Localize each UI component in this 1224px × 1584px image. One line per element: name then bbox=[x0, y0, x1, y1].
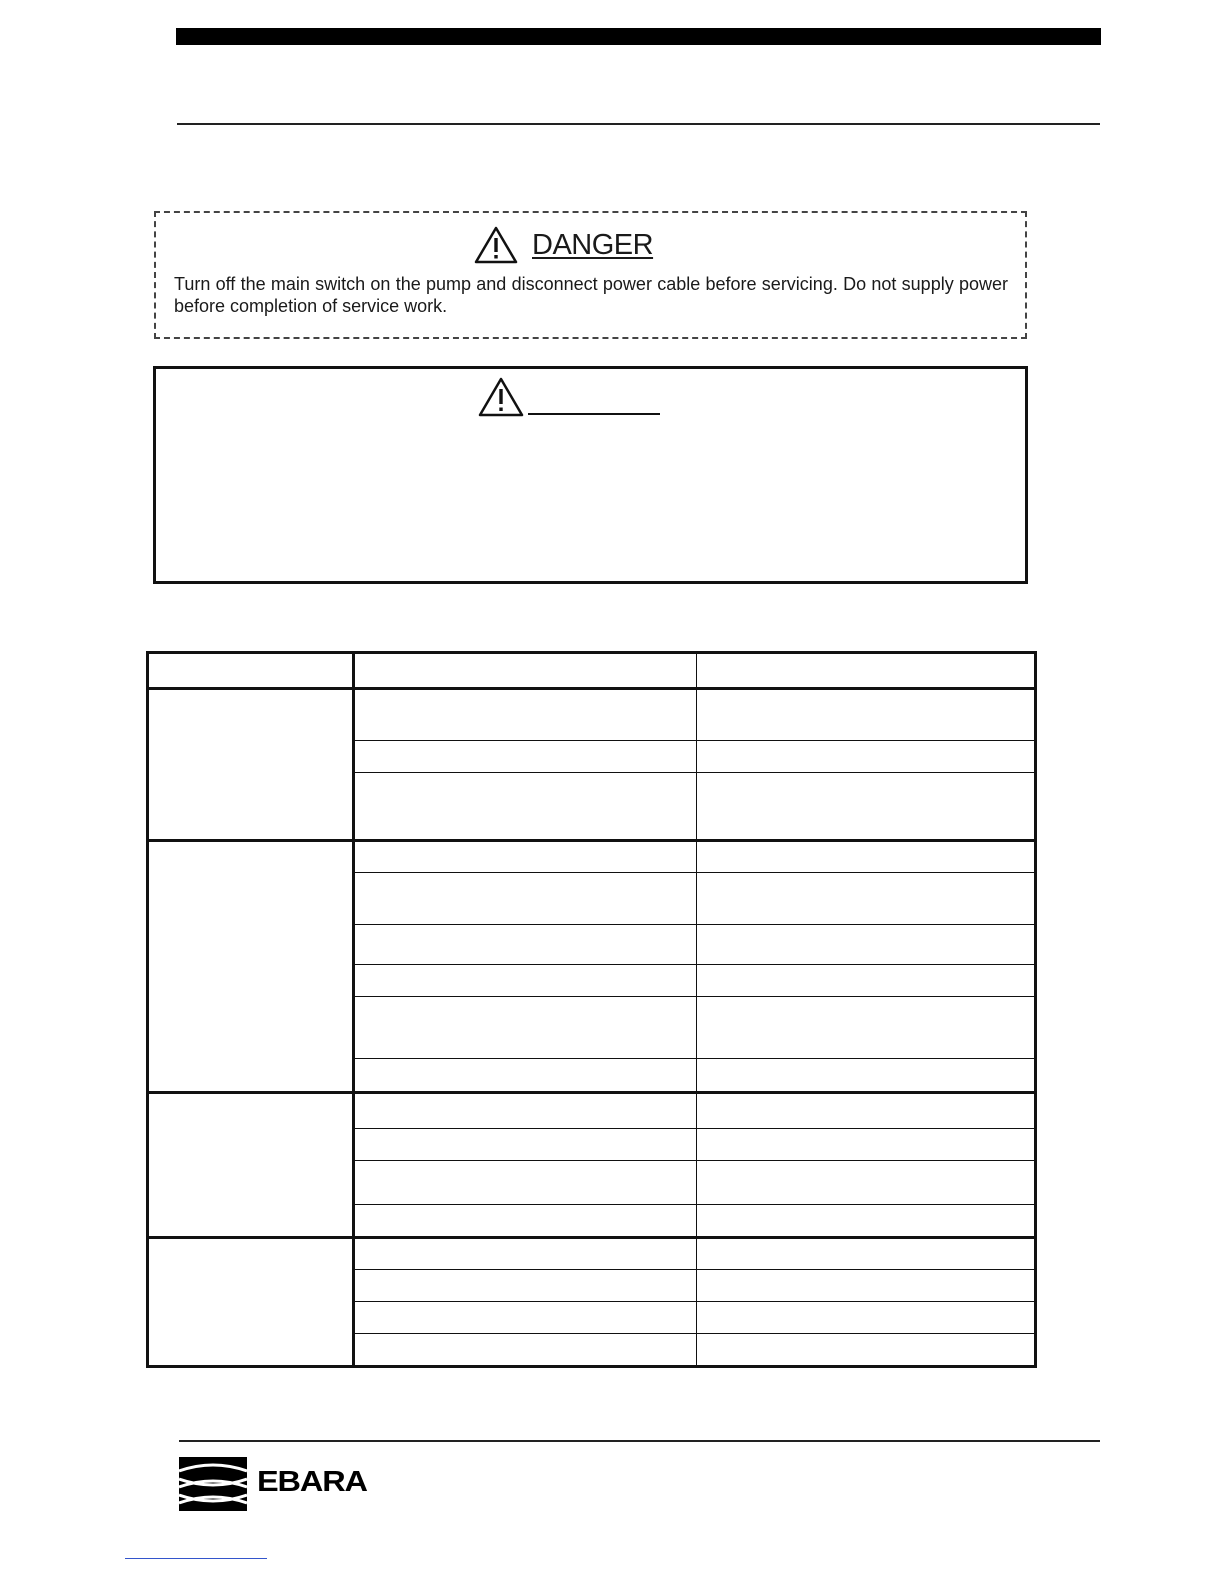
table-header-cell bbox=[148, 653, 354, 689]
warning-triangle-icon bbox=[474, 226, 518, 264]
table-cell bbox=[697, 1093, 1036, 1129]
danger-notice bbox=[154, 211, 1027, 339]
table-cell bbox=[354, 873, 697, 925]
table-cell bbox=[354, 1059, 697, 1093]
header-bar bbox=[176, 28, 1101, 45]
table-row bbox=[148, 689, 1036, 741]
table-cell bbox=[697, 841, 1036, 873]
table-cell bbox=[697, 689, 1036, 741]
table-cell bbox=[697, 1270, 1036, 1302]
table-header-cell bbox=[697, 653, 1036, 689]
table-cell bbox=[354, 1161, 697, 1205]
table-cell bbox=[354, 1334, 697, 1367]
table-cell bbox=[697, 925, 1036, 965]
table-cell bbox=[148, 689, 354, 841]
table-cell bbox=[697, 773, 1036, 841]
table-cell bbox=[354, 1302, 697, 1334]
warning-triangle-icon bbox=[478, 377, 524, 417]
table-cell bbox=[697, 1238, 1036, 1270]
header-rule bbox=[177, 123, 1100, 125]
table-cell bbox=[148, 1238, 354, 1367]
table-header-row bbox=[148, 653, 1036, 689]
table-cell bbox=[697, 1334, 1036, 1367]
table-cell bbox=[354, 925, 697, 965]
danger-title: DANGER bbox=[532, 228, 654, 261]
ebara-logo-icon bbox=[179, 1457, 247, 1511]
table-cell bbox=[354, 997, 697, 1059]
table-row bbox=[148, 841, 1036, 873]
table-cell bbox=[354, 741, 697, 773]
footer-rule bbox=[179, 1440, 1100, 1442]
table-cell bbox=[697, 1302, 1036, 1334]
table-cell bbox=[697, 1129, 1036, 1161]
table-cell bbox=[697, 965, 1036, 997]
table-cell bbox=[354, 1093, 697, 1129]
table-cell bbox=[697, 1205, 1036, 1238]
table-cell bbox=[354, 841, 697, 873]
table-cell bbox=[354, 1205, 697, 1238]
table-cell bbox=[697, 741, 1036, 773]
table-cell bbox=[354, 773, 697, 841]
table-cell bbox=[697, 1059, 1036, 1093]
link-underline bbox=[125, 1558, 267, 1559]
danger-text: Turn off the main switch on the pump and disconnect power cable before servicing. Do not supply power before completion of service work. bbox=[174, 274, 1008, 316]
table-cell bbox=[354, 1270, 697, 1302]
danger-heading bbox=[474, 225, 653, 265]
table-cell bbox=[354, 1129, 697, 1161]
table-cell bbox=[354, 1238, 697, 1270]
table-cell bbox=[148, 841, 354, 1093]
troubleshooting-table bbox=[146, 651, 1037, 1368]
table-cell bbox=[148, 1093, 354, 1238]
table-row bbox=[148, 1093, 1036, 1129]
table-header-cell bbox=[354, 653, 697, 689]
ebara-wordmark: EBARA bbox=[257, 1466, 367, 1498]
caution-title-underline bbox=[528, 413, 660, 415]
table-row bbox=[148, 1238, 1036, 1270]
table-cell bbox=[354, 965, 697, 997]
caution-notice bbox=[153, 366, 1028, 584]
table-cell bbox=[697, 873, 1036, 925]
table-cell bbox=[354, 689, 697, 741]
table-cell bbox=[697, 1161, 1036, 1205]
table-cell bbox=[697, 997, 1036, 1059]
